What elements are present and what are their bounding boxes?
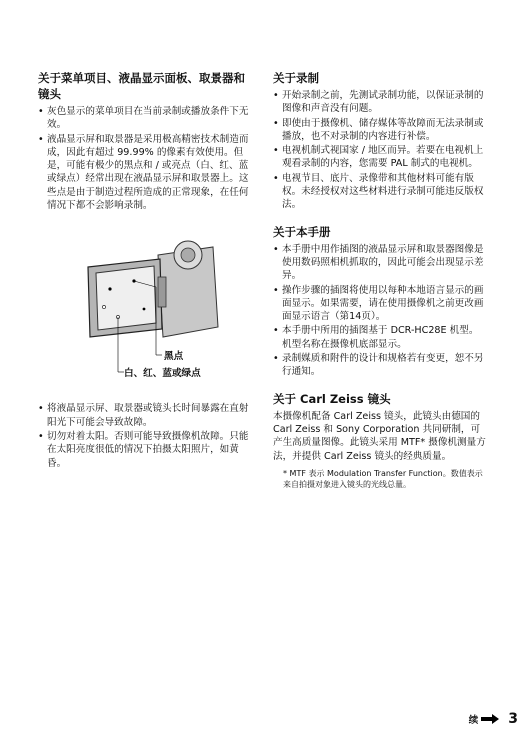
- section-recording: [273, 70, 487, 212]
- list-item: • 电视机制式视国家 / 地区而异。若要在电视机上观看录制的内容，您需要 PAL 制式的电视机。: [273, 144, 487, 171]
- section-title: 关于录制: [273, 71, 319, 85]
- right-column: [273, 70, 487, 503]
- list-item: • 操作步骤的插图将使用以每种本地语言显示的画面显示。如果需要，请在使用摄像机之前更改画面显示语言（第14页）。: [273, 284, 487, 324]
- list-item: • 即使由于摄像机、储存媒体等故障而无法录制或播放，也不对录制的内容进行补偿。: [273, 117, 487, 144]
- label-color-dots: 白、红、蓝或绿点: [124, 368, 201, 380]
- list-item: • 开始录制之前，先测试录制功能，以保证录制的图像和声音没有问题。: [273, 89, 487, 116]
- list-item: • 本手册中所用的插图基于 DCR-HC28E 机型。机型名称在摄像机底部显示。: [273, 324, 487, 351]
- list-item: • 本手册中用作插图的液晶显示屏和取景器图像是使用数码照相机抓取的，因此可能会出现显示差异。: [273, 243, 487, 283]
- section-manual: [273, 224, 487, 379]
- list-item: • 切勿对着太阳。否则可能导致摄像机故障。只能在太阳亮度很低的情况下拍摄太阳照片，如黄昏。: [38, 430, 250, 470]
- section-zeiss: [273, 391, 487, 491]
- bullet-list: [38, 402, 250, 469]
- zeiss-body: 本摄像机配备 Carl Zeiss 镜头，此镜头由德国的 Carl Zeiss 和 Sony Corporation 共同研制，可产生高质量图像。此镜头采用 MTF* 摄像机测量方法，并提供 Carl Zeiss 镜头的经典质量。: [273, 410, 486, 462]
- camcorder-illustration: [38, 237, 250, 387]
- list-item: • 灰色显示的菜单项目在当前录制或播放条件下无效。: [38, 105, 250, 132]
- section-menu-lcd: [38, 70, 250, 212]
- page-footer: [469, 711, 518, 727]
- bullet-list: [273, 89, 487, 212]
- left-column: [38, 70, 250, 482]
- page-number: 3: [508, 711, 518, 727]
- bullet-list: [273, 243, 487, 379]
- section-title: 关于 Carl Zeiss 镜头: [273, 391, 391, 406]
- section-sunlight: [38, 402, 250, 469]
- mtf-footnote: * MTF 表示 Modulation Transfer Function。数值表示来自拍摄对象进入镜头的光线总量。: [283, 468, 483, 490]
- section-title: 关于菜单项目、液晶显示面板、取景器和镜头: [38, 71, 245, 101]
- label-black-dots: 黑点: [164, 351, 184, 363]
- bullet-list: [38, 105, 250, 212]
- continued-label: 续: [468, 715, 479, 726]
- list-item: • 录制媒质和附件的设计和规格若有变更，恕不另行通知。: [273, 352, 487, 379]
- list-item: • 液晶显示屏和取景器是采用极高精密技术制造而成，因此有超过 99.99% 的像素有效使用。但是，可能有极少的黑点和 / 或亮点（白、红、蓝或绿点）经常出现在液晶显示屏和取景器上。这些点是由于制造过程所造成的正常现象，在任何情况下都不会影响录制。: [38, 133, 250, 213]
- list-item: • 将液晶显示屏、取景器或镜头长时间暴露在直射阳光下可能会导致故障。: [38, 402, 250, 429]
- section-title: 关于本手册: [273, 224, 331, 239]
- list-item: • 电视节目、底片、录像带和其他材料可能有版权。未经授权对这些材料进行录制可能违反版权法。: [273, 172, 487, 212]
- arrow-right-icon: [481, 714, 499, 724]
